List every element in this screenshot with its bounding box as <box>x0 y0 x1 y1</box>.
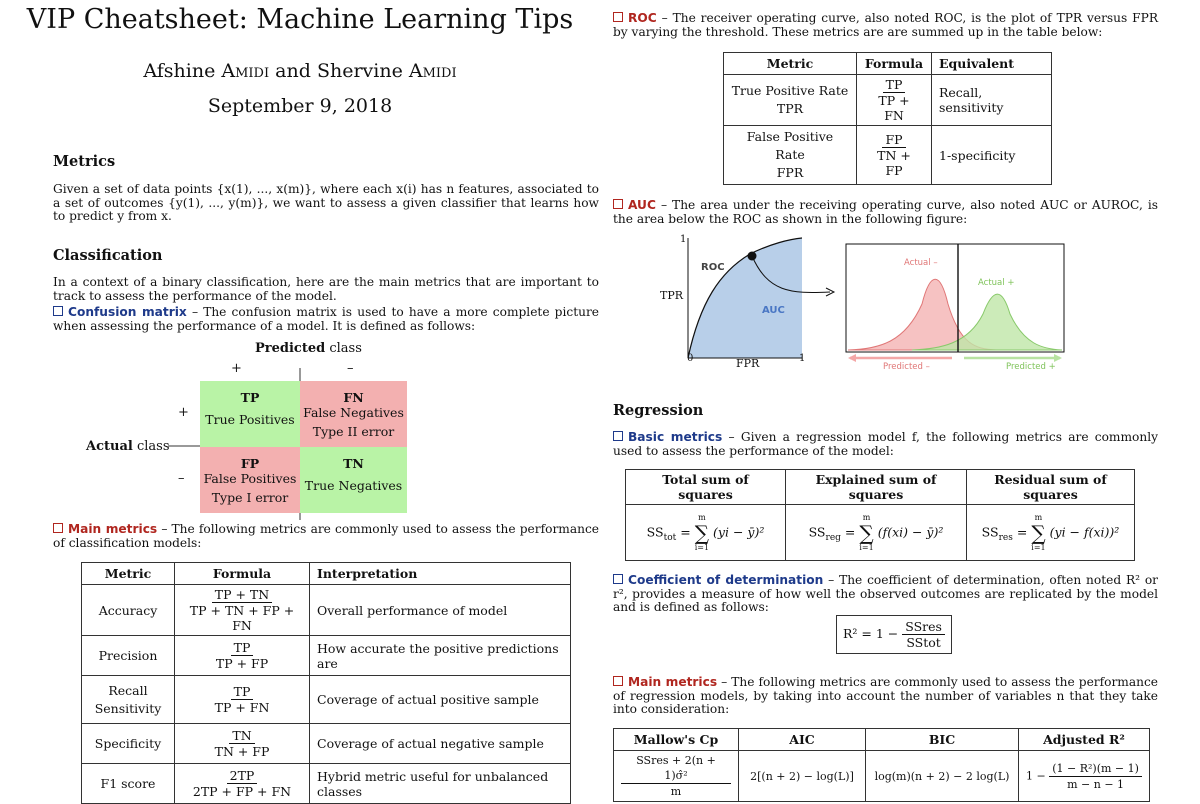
table-row: Specificity $\frac{TN}{TN + FP}$ Coverage of actual negative sample <box>82 724 571 764</box>
actual-class-label: Actual class <box>86 439 170 454</box>
predicted-minus: – <box>347 361 354 376</box>
authors <box>0 60 600 82</box>
cell-false-negative: FN False Negatives Type II error <box>300 381 407 447</box>
regression-main-metrics-title: Main metrics <box>628 675 718 689</box>
author-first-surname: Amidi <box>221 60 270 82</box>
cod-text: – The coefficient of determination, often noted R² or r², provides a measure of how well the observed outcomes are replicated by the model and is defined as follows: <box>613 573 1158 614</box>
cell-false-positive: FP False Positives Type I error <box>200 447 300 513</box>
tick-one-y: 1 <box>680 234 687 245</box>
ss-res-formula: $SS_{res}$ = m ∑ i=1 (yi − f(xi))² <box>967 505 1135 561</box>
confusion-matrix-title: Confusion matrix <box>68 305 187 319</box>
tick-one-x: 1 <box>799 353 806 364</box>
table-row <box>626 505 1135 561</box>
tick-zero: 0 <box>687 353 694 364</box>
cod-formula-box: R² = 1 − $\frac{\text{SSres}}{\text{SStot}}$ <box>836 615 952 654</box>
predicted-positive-label: Predicted + <box>1006 362 1056 372</box>
table-header: Interpretation <box>310 563 571 585</box>
auc-paragraph <box>613 199 1158 226</box>
basic-metrics-text: – Given a regression model f, the following metrics are commonly used to assess the performance of the model: <box>613 430 1159 458</box>
checkbox-icon <box>613 431 623 441</box>
table-header: BIC <box>866 729 1019 751</box>
auc-figure <box>650 232 1070 380</box>
regression-heading: Regression <box>613 402 704 419</box>
regression-main-metrics-text: – The following metrics are commonly used to assess the performance of regression models, by taking into account the number of variables n that they take into consideration: <box>613 675 1158 716</box>
predicted-class-label: Predicted class <box>255 341 362 356</box>
tpr-axis-label: TPR <box>660 289 684 302</box>
checkbox-icon <box>613 199 623 209</box>
table-row: $\frac{\text{SSres + 2(n + 1)σ̂²}}{m}$ 2[(n + 2) − log(L)] log(m)(n + 2) − 2 log(L) 1 − $\frac{\text{(1 − R²)(m − 1)}}{m - n - 1}$ <box>614 751 1150 802</box>
basic-metrics-title: Basic metrics <box>628 430 723 444</box>
table-row: Recall Sensitivity $\frac{TP}{TP + FN}$ Coverage of actual positive sample <box>82 676 571 724</box>
table-row: True Positive Rate TPR $\frac{TP}{TP + FN}$ Recall, sensitivity <box>724 75 1052 126</box>
cell-true-negative: TN True Negatives <box>300 447 407 513</box>
table-row: False Positive Rate FPR $\frac{FP}{TN + FP}$ 1-specificity <box>724 126 1052 185</box>
roc-paragraph <box>613 12 1158 39</box>
regression-metrics-table <box>613 728 1150 802</box>
main-metrics-title: Main metrics <box>68 522 158 536</box>
classification-intro: In a context of a binary classification, here are the main metrics that are important to track to assess the performance of the model. <box>53 275 599 303</box>
fpr-axis-label: FPR <box>736 357 760 370</box>
ss-tot-formula: $SS_{tot}$ = m ∑ i=1 (yi − ȳ)² <box>626 505 786 561</box>
author-second-name: Shervine <box>316 60 403 82</box>
predicted-plus: + <box>231 361 242 376</box>
metrics-heading: Metrics <box>53 153 116 170</box>
roc-table <box>723 52 1052 185</box>
pred-positive-arrow-head <box>1054 354 1062 362</box>
roc-text: – The receiver operating curve, also noted ROC, is the plot of TPR versus FPR by varying the threshold. These metrics are are summed up in the table below: <box>613 11 1158 39</box>
confusion-matrix-paragraph <box>53 306 599 333</box>
main-metrics-paragraph <box>53 523 599 550</box>
table-row: Precision $\frac{TP}{TP + FP}$ How accurate the positive predictions are <box>82 636 571 676</box>
cod-paragraph <box>613 574 1158 615</box>
checkbox-icon <box>613 676 623 686</box>
actual-negative-label: Actual – <box>904 258 938 268</box>
sum-of-squares-table <box>625 469 1135 561</box>
regression-main-metrics-paragraph <box>613 676 1158 717</box>
checkbox-icon <box>613 574 623 584</box>
author-and: and <box>275 60 311 82</box>
classification-metrics-table <box>81 562 571 804</box>
cod-title: Coefficient of determination <box>628 573 824 587</box>
basic-metrics-paragraph <box>613 431 1158 458</box>
actual-minus: – <box>178 471 185 486</box>
checkbox-icon <box>53 523 63 533</box>
page-title: VIP Cheatsheet: Machine Learning Tips <box>26 4 574 35</box>
author-first-name: Afshine <box>143 60 216 82</box>
confusion-matrix-text: – The confusion matrix is used to have a more complete picture when assessing the performance of a model. It is defined as follows: <box>53 305 599 333</box>
table-header: Mallow's Cp <box>614 729 739 751</box>
roc-title: ROC <box>628 11 657 25</box>
classification-heading: Classification <box>53 247 163 264</box>
table-row: F1 score $\frac{2TP}{2TP + FP + FN}$ Hybrid metric useful for unbalanced classes <box>82 764 571 804</box>
table-header: Residual sum of squares <box>967 470 1135 505</box>
table-header: Metric <box>82 563 175 585</box>
table-header: Formula <box>175 563 310 585</box>
table-header: Metric <box>724 53 857 75</box>
actual-plus: + <box>178 405 189 420</box>
table-header: Explained sum of squares <box>786 470 967 505</box>
auc-area <box>688 238 802 358</box>
ss-reg-formula: $SS_{reg}$ = m ∑ i=1 (f(xi) − ȳ)² <box>786 505 967 561</box>
table-row: Accuracy $\frac{TP + TN}{TP + TN + FP + FN}$ Overall performance of model <box>82 585 571 636</box>
checkbox-icon <box>53 306 63 316</box>
auc-label: AUC <box>762 305 785 316</box>
roc-label: ROC <box>701 262 725 273</box>
auc-text: – The area under the receiving operating curve, also noted AUC or AUROC, is the area below the ROC as shown in the following figure: <box>613 198 1159 226</box>
main-metrics-text: – The following metrics are commonly used to assess the performance of classification models: <box>53 522 599 550</box>
table-header: Adjusted R² <box>1019 729 1150 751</box>
table-header: Formula <box>857 53 932 75</box>
date: September 9, 2018 <box>207 95 393 117</box>
checkbox-icon <box>613 12 623 22</box>
auc-title: AUC <box>628 198 656 212</box>
cell-true-positive: TP True Positives <box>200 381 300 447</box>
pred-negative-arrow-head <box>848 354 856 362</box>
table-header: AIC <box>739 729 866 751</box>
author-second-surname: Amidi <box>408 60 457 82</box>
actual-positive-label: Actual + <box>978 278 1015 288</box>
metrics-text: Given a set of data points {x(1), ..., x(m)}, where each x(i) has n features, associated to a set of outcomes {y(1), ..., y(m)}, we want to assess a given classifier that learns how to predict y from x. <box>53 182 599 223</box>
table-header: Equivalent <box>932 53 1052 75</box>
predicted-negative-label: Predicted – <box>883 362 930 372</box>
table-header: Total sum of squares <box>626 470 786 505</box>
